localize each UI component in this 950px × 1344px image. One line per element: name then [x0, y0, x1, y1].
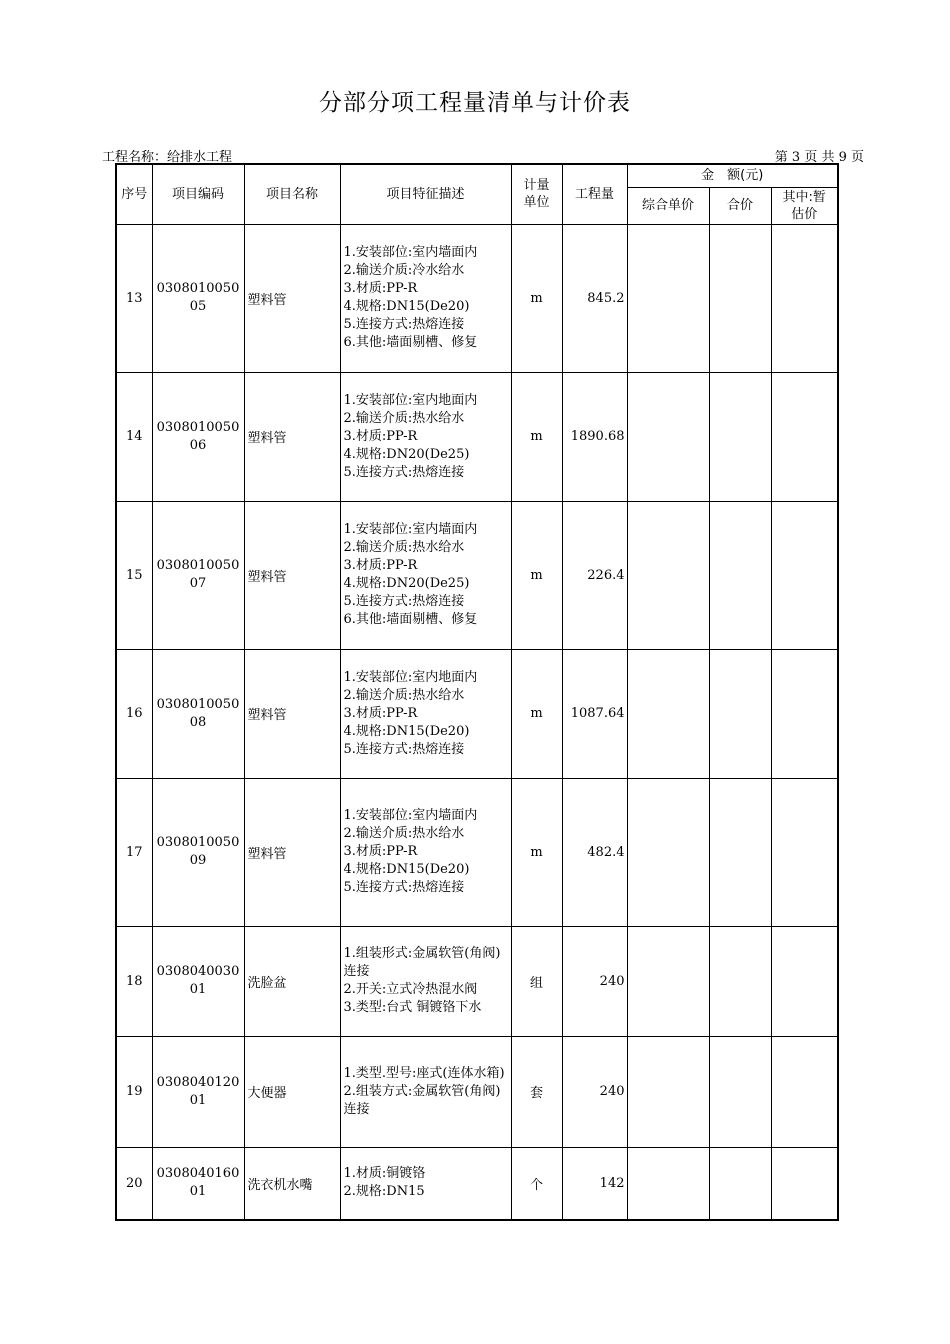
row-quantity: 240	[562, 926, 627, 1036]
row-total	[709, 649, 771, 778]
row-code: 030801005009	[152, 778, 244, 926]
row-name: 塑料管	[244, 778, 340, 926]
description-line: 2.输送介质:热水给水	[343, 540, 465, 555]
row-code: 030801005008	[152, 649, 244, 778]
row-unit-price	[627, 372, 709, 501]
row-description	[340, 501, 511, 649]
row-code: 030804003001	[152, 926, 244, 1036]
row-description	[340, 372, 511, 501]
row-unit-price	[627, 926, 709, 1036]
header-unit: 计量单位	[511, 164, 562, 224]
description-line: 4.规格:DN15(De20)	[343, 862, 470, 877]
description-line: 3.材质:PP-R	[343, 558, 418, 573]
description-line: 2.开关:立式冷热混水阀	[343, 982, 478, 997]
description-line: 4.规格:DN20(De25)	[343, 446, 470, 462]
row-name: 洗脸盆	[244, 926, 340, 1036]
row-name: 塑料管	[244, 224, 340, 372]
description-line: 5.连接方式:热熔连接	[343, 317, 465, 332]
row-seq: 15	[116, 501, 152, 649]
row-unit-price	[627, 1036, 709, 1147]
description-line: 5.连接方式:热熔连接	[343, 594, 465, 609]
table-row	[116, 649, 838, 778]
row-unit: m	[511, 778, 562, 926]
row-code: 030801005007	[152, 501, 244, 649]
row-code: 030804016001	[152, 1147, 244, 1220]
description-line: 3.类型:台式 铜镀铬下水	[343, 1000, 482, 1015]
row-name: 大便器	[244, 1036, 340, 1147]
row-description	[340, 224, 511, 372]
description-line: 2.输送介质:热水给水	[343, 687, 465, 703]
row-quantity: 1890.68	[562, 372, 627, 501]
header-code: 项目编码	[152, 164, 244, 224]
description-line: 2.输送介质:热水给水	[343, 826, 465, 841]
header-amount: 金 额(元)	[627, 164, 838, 187]
row-seq: 18	[116, 926, 152, 1036]
row-total	[709, 224, 771, 372]
bill-of-quantities-table	[115, 163, 839, 1221]
description-line: 5.连接方式:热熔连接	[343, 880, 465, 895]
description-line: 3.材质:PP-R	[343, 428, 418, 444]
row-total	[709, 926, 771, 1036]
description-line: 1.安装部位:室内墙面内	[343, 808, 478, 823]
table-row	[116, 501, 838, 649]
description-line: 4.规格:DN15(De20)	[343, 299, 470, 314]
header-name: 项目名称	[244, 164, 340, 224]
row-seq: 20	[116, 1147, 152, 1220]
row-unit: m	[511, 224, 562, 372]
description-line: 6.其他:墙面剔槽、修复	[343, 612, 478, 627]
row-unit-price	[627, 649, 709, 778]
description-line: 4.规格:DN20(De25)	[343, 576, 470, 591]
row-provisional	[771, 501, 838, 649]
description-line: 3.材质:PP-R	[343, 844, 418, 859]
table-row	[116, 1147, 838, 1220]
row-provisional	[771, 778, 838, 926]
header-qty: 工程量	[562, 164, 627, 224]
row-provisional	[771, 372, 838, 501]
row-provisional	[771, 1036, 838, 1147]
table-row	[116, 926, 838, 1036]
row-seq: 13	[116, 224, 152, 372]
row-name: 塑料管	[244, 372, 340, 501]
row-name: 塑料管	[244, 501, 340, 649]
description-line: 3.材质:PP-R	[343, 281, 418, 296]
description-line: 5.连接方式:热熔连接	[343, 464, 465, 480]
row-unit: 组	[511, 926, 562, 1036]
row-total	[709, 501, 771, 649]
row-total	[709, 778, 771, 926]
description-line: 1.安装部位:室内墙面内	[343, 245, 478, 260]
row-unit: m	[511, 649, 562, 778]
row-seq: 16	[116, 649, 152, 778]
header-seq: 序号	[116, 164, 152, 224]
row-unit: 套	[511, 1036, 562, 1147]
header-total: 合价	[709, 187, 771, 224]
table-body	[116, 224, 838, 1220]
row-total	[709, 1036, 771, 1147]
description-line: 1.材质:铜镀铬	[343, 1166, 426, 1182]
row-description	[340, 649, 511, 778]
table-row	[116, 1036, 838, 1147]
row-provisional	[771, 224, 838, 372]
row-quantity: 240	[562, 1036, 627, 1147]
row-unit: m	[511, 501, 562, 649]
page-info: 第 3 页 共 9 页	[774, 150, 864, 165]
row-unit-price	[627, 501, 709, 649]
row-seq: 17	[116, 778, 152, 926]
row-unit-price	[627, 1147, 709, 1220]
description-line: 2.规格:DN15	[343, 1184, 425, 1200]
row-name: 洗衣机水嘴	[244, 1147, 340, 1220]
row-seq: 19	[116, 1036, 152, 1147]
row-name: 塑料管	[244, 649, 340, 778]
description-line: 5.连接方式:热熔连接	[343, 741, 465, 757]
description-line: 1.安装部位:室内地面内	[343, 392, 478, 408]
header-desc: 项目特征描述	[340, 164, 511, 224]
row-description	[340, 926, 511, 1036]
table-row	[116, 778, 838, 926]
description-line: 3.材质:PP-R	[343, 705, 418, 721]
row-quantity: 226.4	[562, 501, 627, 649]
row-description	[340, 1147, 511, 1220]
page-title: 分部分项工程量清单与计价表	[319, 90, 631, 116]
description-line: 2.输送介质:冷水给水	[343, 263, 465, 278]
row-code: 030804012001	[152, 1036, 244, 1147]
description-line: 4.规格:DN15(De20)	[343, 723, 470, 739]
description-line: 1.类型.型号:座式(连体水箱)	[343, 1065, 505, 1081]
row-unit-price	[627, 778, 709, 926]
description-line: 1.组装形式:金属软管(角阀)连接	[343, 946, 501, 979]
row-total	[709, 372, 771, 501]
row-code: 030801005006	[152, 372, 244, 501]
row-provisional	[771, 926, 838, 1036]
row-unit: m	[511, 372, 562, 501]
row-code: 030801005005	[152, 224, 244, 372]
description-line: 2.输送介质:热水给水	[343, 410, 465, 426]
description-line: 6.其他:墙面剔槽、修复	[343, 335, 478, 350]
header-provisional: 其中:暂估价	[771, 187, 838, 224]
row-provisional	[771, 1147, 838, 1220]
row-description	[340, 778, 511, 926]
row-quantity: 845.2	[562, 224, 627, 372]
description-line: 1.安装部位:室内地面内	[343, 669, 478, 685]
row-quantity: 482.4	[562, 778, 627, 926]
project-name: 工程名称：给排水工程	[102, 150, 233, 165]
table-row	[116, 224, 838, 372]
row-provisional	[771, 649, 838, 778]
row-unit-price	[627, 224, 709, 372]
row-seq: 14	[116, 372, 152, 501]
header-unit-price: 综合单价	[627, 187, 709, 224]
description-line: 2.组装方式:金属软管(角阀)连接	[343, 1083, 501, 1117]
table-row	[116, 372, 838, 501]
row-unit: 个	[511, 1147, 562, 1220]
row-description	[340, 1036, 511, 1147]
row-total	[709, 1147, 771, 1220]
row-quantity: 1087.64	[562, 649, 627, 778]
row-quantity: 142	[562, 1147, 627, 1220]
description-line: 1.安装部位:室内墙面内	[343, 522, 478, 537]
